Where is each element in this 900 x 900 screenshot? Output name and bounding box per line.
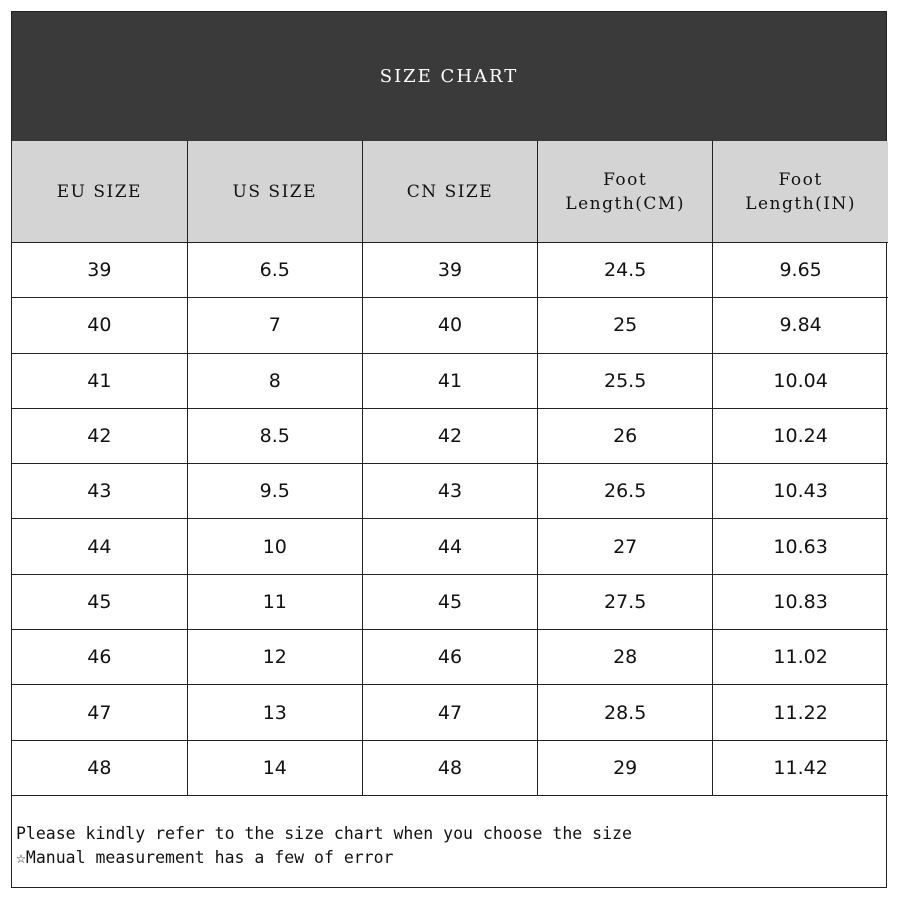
cell-eu-size: 39 [12,243,187,298]
cell-eu-size: 43 [12,464,187,519]
cell-eu-size: 41 [12,353,187,408]
cell-foot-length-cm: 29 [538,740,713,795]
chart-title: SIZE CHART [379,66,519,87]
table-row [12,408,888,463]
size-chart [11,11,887,888]
note-refer: Please kindly refer to the size chart when you choose the size [16,824,632,843]
cell-foot-length-cm: 24.5 [538,243,713,298]
header-cn-size: CN SIZE [362,141,537,243]
cell-foot-length-in: 10.43 [713,464,888,519]
cell-foot-length-cm: 26.5 [538,464,713,519]
cell-eu-size: 40 [12,298,187,353]
cell-foot-length-cm: 26 [538,408,713,463]
table-row [12,630,888,685]
cell-eu-size: 44 [12,519,187,574]
cell-eu-size: 42 [12,408,187,463]
cell-cn-size: 45 [362,574,537,629]
cell-us-size: 14 [187,740,362,795]
header-foot-length-cm: Foot Length(CM) [538,141,713,243]
header-foot-length-in: Foot Length(IN) [713,141,888,243]
header-row [12,141,888,243]
cell-cn-size: 42 [362,408,537,463]
cell-foot-length-in: 9.65 [713,243,888,298]
cell-us-size: 6.5 [187,243,362,298]
header-us-size: US SIZE [187,141,362,243]
cell-us-size: 13 [187,685,362,740]
cell-cn-size: 41 [362,353,537,408]
cell-foot-length-cm: 28.5 [538,685,713,740]
size-table [12,141,888,796]
cell-cn-size: 46 [362,630,537,685]
cell-foot-length-cm: 27 [538,519,713,574]
cell-cn-size: 39 [362,243,537,298]
table-row [12,685,888,740]
cell-foot-length-in: 9.84 [713,298,888,353]
cell-us-size: 8.5 [187,408,362,463]
table-row [12,243,888,298]
cell-foot-length-cm: 25.5 [538,353,713,408]
cell-eu-size: 48 [12,740,187,795]
cell-us-size: 7 [187,298,362,353]
note-measurement: ☆Manual measurement has a few of error [16,848,394,867]
cell-foot-length-in: 10.04 [713,353,888,408]
cell-cn-size: 43 [362,464,537,519]
cell-foot-length-cm: 25 [538,298,713,353]
cell-us-size: 12 [187,630,362,685]
cell-foot-length-in: 11.02 [713,630,888,685]
cell-us-size: 11 [187,574,362,629]
table-row [12,519,888,574]
table-row [12,574,888,629]
cell-foot-length-cm: 27.5 [538,574,713,629]
table-row [12,740,888,795]
cell-eu-size: 45 [12,574,187,629]
cell-us-size: 10 [187,519,362,574]
header-eu-size: EU SIZE [12,141,187,243]
cell-foot-length-in: 10.24 [713,408,888,463]
cell-cn-size: 48 [362,740,537,795]
cell-foot-length-in: 11.22 [713,685,888,740]
cell-eu-size: 47 [12,685,187,740]
title-bar [12,12,886,141]
cell-cn-size: 44 [362,519,537,574]
cell-foot-length-in: 10.63 [713,519,888,574]
table-body [12,243,888,796]
cell-cn-size: 40 [362,298,537,353]
cell-foot-length-in: 10.83 [713,574,888,629]
table-row [12,298,888,353]
cell-eu-size: 46 [12,630,187,685]
cell-us-size: 8 [187,353,362,408]
cell-foot-length-in: 11.42 [713,740,888,795]
cell-cn-size: 47 [362,685,537,740]
notes [16,822,632,870]
cell-us-size: 9.5 [187,464,362,519]
table-row [12,464,888,519]
cell-foot-length-cm: 28 [538,630,713,685]
table-row [12,353,888,408]
